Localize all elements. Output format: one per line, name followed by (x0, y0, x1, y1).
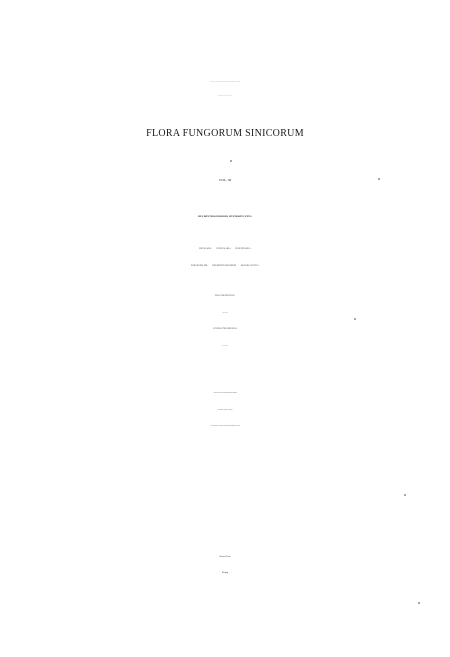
publisher-city: Beijing (222, 572, 228, 574)
project-line-2: of the Chinese Academy of Sciences (217, 410, 233, 411)
print-speck (230, 160, 232, 162)
book-title: FLORA FUNGORUM SINICORUM (146, 128, 304, 139)
genera-line-2: EXSEROHILUM HELMINTHOSPORIUM MARIELLIOTTIA (190, 265, 260, 267)
print-speck (354, 318, 356, 320)
project-line-1: A Major Project of the Knowledge Innovation Program (213, 393, 237, 394)
publisher-name: Science Press (219, 556, 231, 558)
print-speck (404, 494, 406, 496)
vice-editor-name: Sun Guangyu (222, 346, 228, 347)
project-line-3: A Major Project of the National Natural Science Foundation of China (210, 426, 240, 427)
volume-subtitle: HELMINTHOSPORIOID HYPHOMYCETES (198, 215, 252, 218)
council-line-1: CONSILIO FLORARUM CRYPTOGAMARUM SINICARUM (210, 82, 240, 83)
volume-number: VOL. 30 (218, 178, 232, 182)
principal-editor-role: REDACTOR PRINCIPALIS (215, 296, 235, 297)
principal-editor-name: Zhang Tianyu (222, 313, 228, 314)
print-speck (378, 178, 380, 180)
vice-editor-role: VICE REDACTOR PRINCIPALIS (213, 329, 237, 330)
council-line-2: ACADEMIAE SINICAE EDITA (217, 96, 233, 97)
genera-line-1: BIPOLARIS CURVULARIA DRECHSLERA (199, 248, 251, 250)
print-speck (418, 602, 420, 604)
